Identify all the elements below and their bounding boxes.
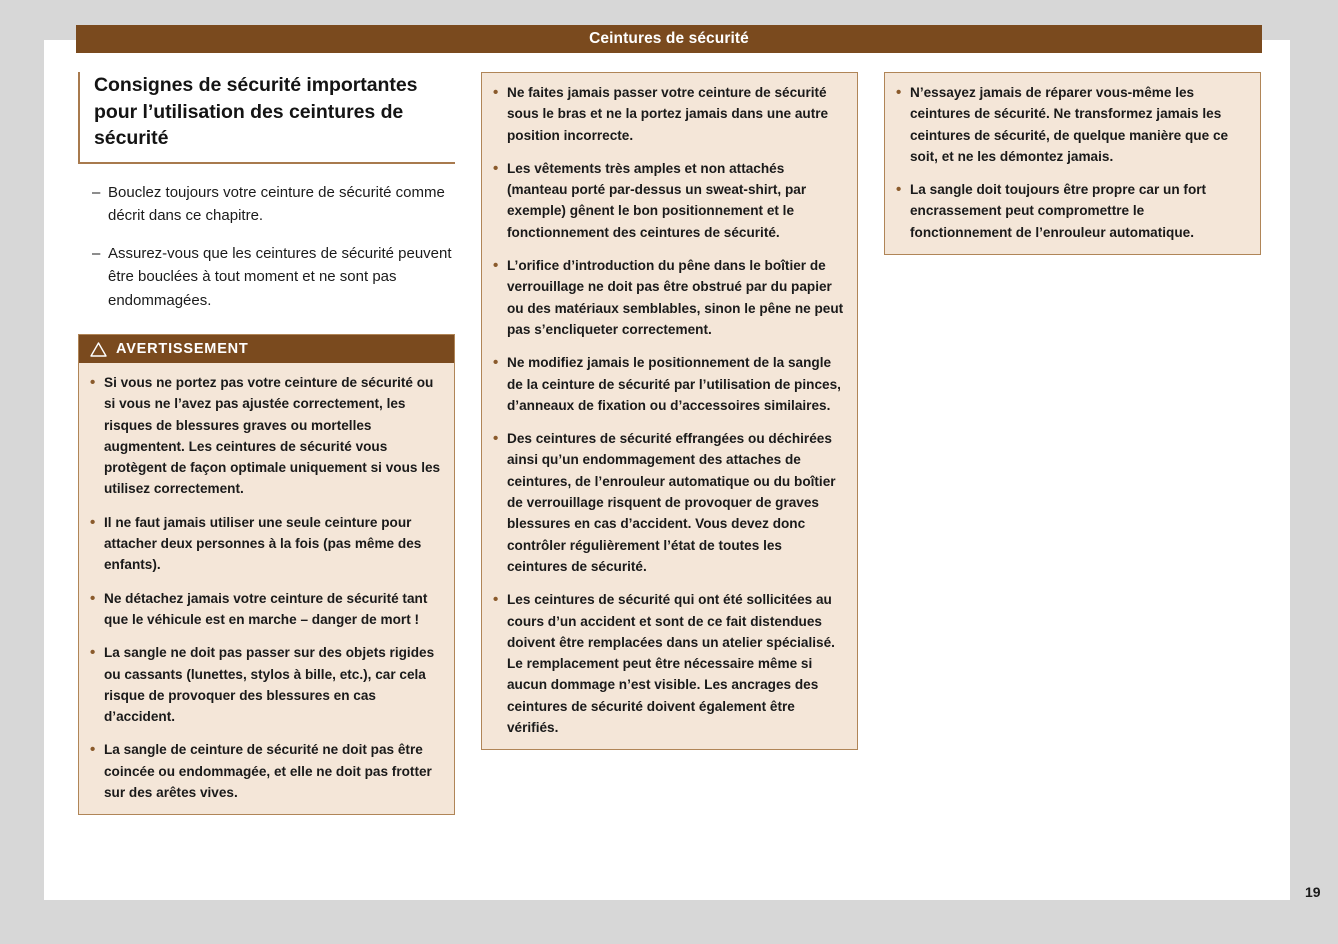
list-item-text: Ne modifiez jamais le positionnement de la sangle de la ceinture de sécurité par l’utilisation de pinces, d’anneaux de fixation ou d’accessoires similaires. xyxy=(507,355,841,413)
list-item-text: Ne faites jamais passer votre ceinture de sécurité sous le bras et ne la portez jamais dans une autre position incorrecte. xyxy=(507,85,829,143)
intro-dash-list xyxy=(78,181,455,313)
list-item xyxy=(493,428,846,577)
list-item-text: La sangle doit toujours être propre car un fort encrassement peut compromettre le fonctionnement de l’enrouleur automatique. xyxy=(910,182,1207,240)
list-item xyxy=(90,739,443,803)
bullet-dot-icon: • xyxy=(493,430,499,448)
list-item xyxy=(90,512,443,576)
list-item xyxy=(493,158,846,243)
warning-box-label: AVERTISSEMENT xyxy=(116,341,249,357)
dash-marker-icon: – xyxy=(92,183,101,201)
content-column-3 xyxy=(884,72,1261,255)
content-column-1 xyxy=(78,72,455,815)
bullet-dot-icon: • xyxy=(90,741,96,759)
list-item xyxy=(92,242,455,313)
list-item xyxy=(493,255,846,340)
list-item-text: N’essayez jamais de réparer vous-même les ceintures de sécurité. Ne transformez jamais les ceintures de sécurité, de quelque manière que ce soit, et ne les démontez jamais. xyxy=(910,85,1229,164)
warning-box-header xyxy=(79,335,454,363)
list-item-text: Ne détachez jamais votre ceinture de sécurité tant que le véhicule est en marche – danger de mort ! xyxy=(104,590,428,627)
content-column-2 xyxy=(481,72,858,750)
warning-continuation-box-2 xyxy=(884,72,1261,255)
bullet-dot-icon: • xyxy=(896,84,902,101)
list-item xyxy=(92,181,455,228)
warning-box xyxy=(78,334,455,815)
list-item-text: La sangle de ceinture de sécurité ne doit pas être coincée ou endommagée, et elle ne doit pas frotter sur des arêtes vives. xyxy=(104,742,432,801)
bullet-dot-icon: • xyxy=(90,589,96,607)
bullet-dot-icon: • xyxy=(493,591,499,609)
list-item xyxy=(90,642,443,727)
list-item-text: L’orifice d’introduction du pêne dans le boîtier de verrouillage ne doit pas être obstrué par du papier ou des matériaux semblables, sinon le pêne ne peut pas s’encliqueter correctement. xyxy=(507,258,844,337)
bullet-dot-icon: • xyxy=(493,257,499,275)
list-item-text: Les ceintures de sécurité qui ont été sollicitées au cours d’un accident et sont de ce fait distendues doivent être remplacées dans un atelier spécialisé. Le remplacement peut être nécessaire même si aucun dommage n’est visible. Les ancrages des ceintures de sécurité doivent également être vérifiés. xyxy=(507,592,835,736)
list-item xyxy=(90,372,443,500)
warning-continuation-box xyxy=(481,72,858,750)
bullet-dot-icon: • xyxy=(493,159,499,177)
page-number-value: 19 xyxy=(1305,884,1321,900)
list-item-text: La sangle ne doit pas passer sur des objets rigides ou cassants (lunettes, stylos à bille, etc.), car cela risque de provoquer des blessures en cas d’accident. xyxy=(104,645,435,725)
section-title-block xyxy=(78,72,455,164)
bullet-dot-icon: • xyxy=(90,374,96,391)
list-item-text: Les vêtements très amples et non attachés (manteau porté par-dessus un sweat-shirt, par exemple) gênent le bon positionnement et le fonctionnement des ceintures de sécurité. xyxy=(507,160,807,240)
list-item-text: Bouclez toujours votre ceinture de sécurité comme décrit dans ce chapitre. xyxy=(108,183,445,224)
page-title: Ceintures de sécurité xyxy=(589,30,749,47)
list-item xyxy=(90,588,443,631)
page-header-bar xyxy=(76,25,1262,53)
bullet-dot-icon: • xyxy=(90,513,96,531)
page-number xyxy=(1290,862,1338,944)
list-item xyxy=(493,352,846,416)
bullet-dot-icon: • xyxy=(896,181,902,199)
warning-triangle-icon xyxy=(90,342,107,357)
list-item-text: Assurez-vous que les ceintures de sécurité peuvent être bouclées à tout moment et ne sont pas endommagées. xyxy=(108,244,452,309)
list-item-text: Si vous ne portez pas votre ceinture de sécurité ou si vous ne l’avez pas ajustée correctement, les risques de blessures graves ou mortelles augmentent. Les ceintures de sécurité vous protègent de façon optimale uniquement si vous les utilisez correctement. xyxy=(104,375,441,497)
list-item-text: Il ne faut jamais utiliser une seule ceinture pour attacher deux personnes à la fois (pas même des enfants). xyxy=(104,514,422,573)
bullet-dot-icon: • xyxy=(90,644,96,662)
warning-continuation-body-2 xyxy=(885,73,1260,254)
list-item xyxy=(493,589,846,738)
warning-continuation-body xyxy=(482,73,857,749)
bullet-dot-icon: • xyxy=(493,84,499,101)
dash-marker-icon: – xyxy=(92,244,101,262)
list-item xyxy=(896,82,1249,167)
warning-box-body xyxy=(79,363,454,814)
list-item-text: Des ceintures de sécurité effrangées ou déchirées ainsi qu’un endommagement des attaches de ceintures, de l’enrouleur automatique ou du boîtier de verrouillage risquent de provoquer de graves blessures en cas d’accident. Vous devez donc contrôler régulièrement l’état de toutes les ceintures de sécurité. xyxy=(507,431,836,574)
section-title: Consignes de sécurité importantes pour l’utilisation des ceintures de sécurité xyxy=(94,74,418,149)
list-item xyxy=(493,82,846,146)
bullet-dot-icon: • xyxy=(493,354,499,372)
list-item xyxy=(896,179,1249,243)
